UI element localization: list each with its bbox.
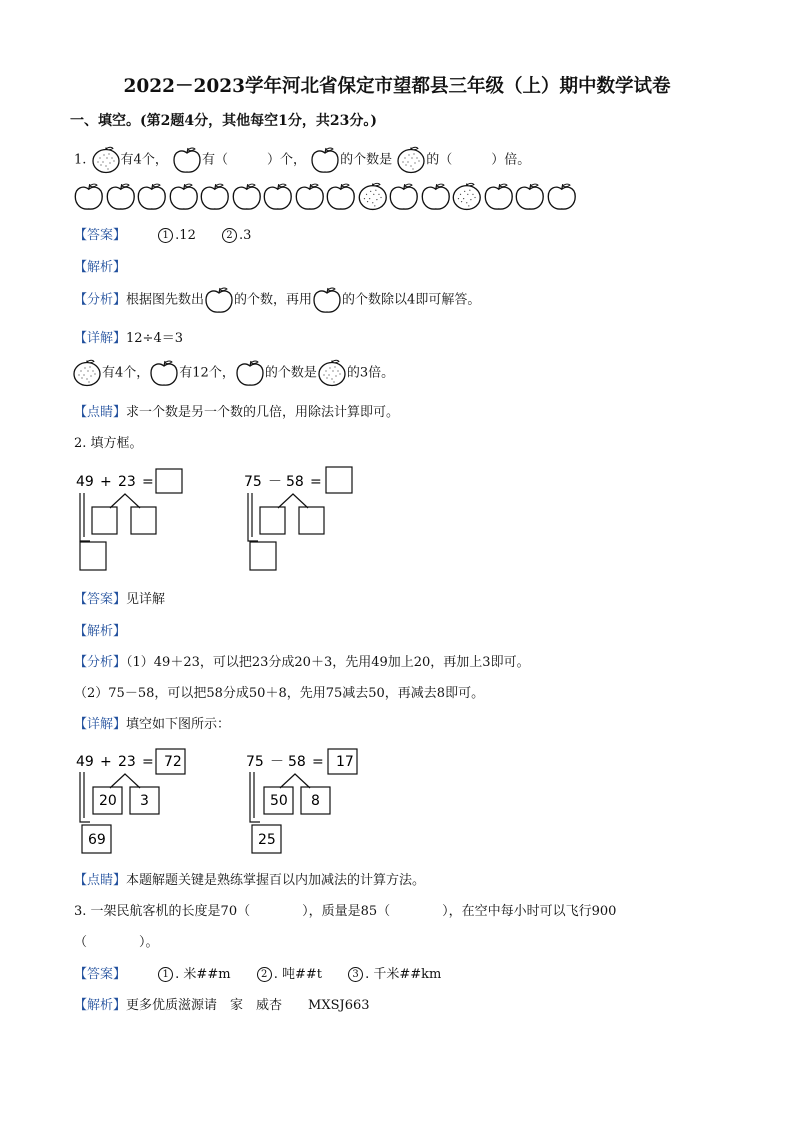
orange-icon (451, 182, 483, 211)
split-box (92, 507, 117, 534)
equals-sign: = (310, 474, 322, 490)
equals-sign: = (142, 754, 154, 770)
apple-icon (262, 182, 294, 211)
q1-fenxi (74, 286, 480, 314)
q2-fenxi-2: （2）75－58，可以把58分成50＋8，先用75减去50，再减去8即可。 (74, 686, 485, 701)
split-box (131, 507, 156, 534)
left-answer-equation (76, 749, 185, 853)
operand: 58 (288, 754, 306, 770)
dianjing-tag: 【点睛】 (74, 873, 127, 888)
right-equation (244, 467, 352, 570)
dianjing-text: 本题解题关键是熟练掌握百以内加减法的计算方法。 (126, 873, 426, 888)
conclusion-text: 有4个， (102, 365, 150, 381)
left-equation (76, 469, 182, 570)
circled-number-icon: 1 (158, 967, 173, 982)
fenxi-tag: 【分析】 (74, 292, 127, 308)
question-number: 1. (74, 152, 87, 168)
xiangjie-tag: 【详解】 (74, 717, 127, 732)
q2-dianjing (74, 869, 425, 888)
apple-icon (294, 182, 326, 211)
answer-value: 米##m (183, 967, 231, 982)
apple-icon (312, 286, 342, 314)
answer-box (326, 467, 352, 493)
q1-answer: 【答案】 1 .12 2 .3 (74, 228, 252, 243)
orange-icon (396, 146, 426, 174)
dianjing-text: 求一个数是另一个数的几倍，用除法计算即可。 (126, 405, 400, 420)
orange-icon (317, 359, 347, 387)
q1-text: 的个数是 (340, 152, 393, 168)
result-box (80, 542, 106, 570)
result-value: 25 (258, 832, 276, 848)
jiexi-text: 更多优质滋源请 家 威杏 MXSJ663 (126, 998, 370, 1013)
orange-icon (357, 182, 389, 211)
operator: + (100, 474, 112, 490)
equals-sign: = (142, 474, 154, 490)
q3-jiexi (74, 994, 370, 1013)
fenxi-text: 的个数，再用 (234, 292, 313, 308)
apple-icon (420, 182, 452, 211)
operand: 49 (76, 754, 94, 770)
xiangjie-text: 填空如下图所示： (126, 717, 231, 732)
xiangjie-text: 12÷4＝3 (126, 331, 183, 346)
analysis-tag: 【解析】 (74, 624, 127, 639)
analysis-tag: 【解析】 (74, 998, 127, 1013)
q2-fenxi (74, 651, 530, 670)
answer-value: 见详解 (126, 592, 166, 607)
answer-value: 吨##t (281, 967, 322, 982)
result-box (250, 542, 276, 570)
operand: 23 (118, 754, 136, 770)
q1-xiangjie (74, 327, 183, 346)
apple-icon (105, 182, 137, 211)
question-3-cont: （ ）。 (74, 935, 159, 950)
question-number: 3. (74, 904, 87, 919)
apple-icon (73, 182, 105, 211)
q1-conclusion (72, 359, 394, 387)
q1-text: 的（ ）倍。 (426, 152, 531, 168)
fenxi-tag: 【分析】 (74, 655, 127, 670)
answer-tag: 【答案】 (74, 592, 127, 607)
orange-icon (91, 146, 121, 174)
q2-xiangjie (74, 713, 230, 732)
operand: 49 (76, 474, 94, 490)
operand: 75 (246, 754, 264, 770)
circled-number-icon: 2 (257, 967, 272, 982)
apple-icon (231, 182, 263, 211)
fruit-row (73, 182, 577, 215)
result-value: 69 (88, 832, 106, 848)
operator: + (100, 754, 112, 770)
apple-icon (325, 182, 357, 211)
fenxi-text: 的个数除以4即可解答。 (342, 292, 481, 308)
xiangjie-tag: 【详解】 (74, 331, 127, 346)
dianjing-tag: 【点睛】 (74, 405, 127, 420)
apple-icon (388, 182, 420, 211)
apple-icon (172, 146, 202, 174)
question-text: 一架民航客机的长度是70（ ），质量是85（ ），在空中每小时可以飞行900 (90, 904, 617, 919)
conclusion-text: 的个数是 (264, 365, 317, 381)
apple-icon (235, 359, 265, 387)
apple-icon (168, 182, 200, 211)
apple-icon (546, 182, 578, 211)
answer-value: 12 (179, 228, 196, 243)
analysis-tag: 【解析】 (74, 260, 127, 275)
answer-value: 3 (243, 228, 252, 243)
orange-icon (72, 359, 102, 387)
operator: － (270, 754, 284, 770)
split-box (260, 507, 285, 534)
answer-diagram (70, 744, 370, 856)
q2-answer (74, 588, 165, 607)
question-3 (74, 900, 616, 919)
question-1 (74, 146, 530, 174)
conclusion-text: 有12个， (179, 365, 235, 381)
circled-number-icon: 1 (158, 228, 173, 243)
apple-icon (199, 182, 231, 211)
answer-value: 72 (164, 754, 182, 770)
section-heading: 一、填空。(第2题4分，其他每空1分，共23分。) (70, 113, 377, 129)
answer-value: 17 (336, 754, 354, 770)
apple-icon (483, 182, 515, 211)
answer-value: 千米##km (373, 967, 442, 982)
fenxi-text: 根据图先数出 (126, 292, 205, 308)
circled-number-icon: 3 (348, 967, 363, 982)
answer-tag: 【答案】 (74, 228, 127, 243)
answer-box (156, 469, 182, 493)
split-value: 8 (311, 793, 320, 809)
q1-text: 有（ ）个， (201, 152, 306, 168)
split-value: 3 (140, 793, 149, 809)
question-2 (74, 432, 143, 451)
apple-icon (136, 182, 168, 211)
split-value: 50 (270, 793, 288, 809)
question-number: 2. (74, 436, 87, 451)
q3-answer: 【答案】 1 . 米##m 2 . 吨##t 3 . 千米##km (74, 967, 442, 982)
page-title: 2022－2023学年河北省保定市望都县三年级（上）期中数学试卷 (123, 76, 671, 97)
operator: － (268, 474, 282, 490)
circled-number-icon: 2 (222, 228, 237, 243)
operand: 75 (244, 474, 262, 490)
fenxi-text: （1）49＋23，可以把23分成20＋3，先用49加上20，再加上3即可。 (126, 655, 530, 670)
answer-tag: 【答案】 (74, 967, 127, 982)
conclusion-text: 的3倍。 (346, 365, 395, 381)
apple-icon (149, 359, 179, 387)
apple-icon (310, 146, 340, 174)
equals-sign: = (312, 754, 324, 770)
right-answer-equation (246, 749, 357, 853)
operand: 23 (118, 474, 136, 490)
q1-text: 有4个， (120, 152, 168, 168)
apple-icon (514, 182, 546, 211)
question-text: 填方框。 (90, 436, 143, 451)
q1-dianjing (74, 401, 399, 420)
split-box (299, 507, 324, 534)
apple-icon (204, 286, 234, 314)
blank-diagram (70, 462, 370, 574)
operand: 58 (286, 474, 304, 490)
split-value: 20 (99, 793, 117, 809)
